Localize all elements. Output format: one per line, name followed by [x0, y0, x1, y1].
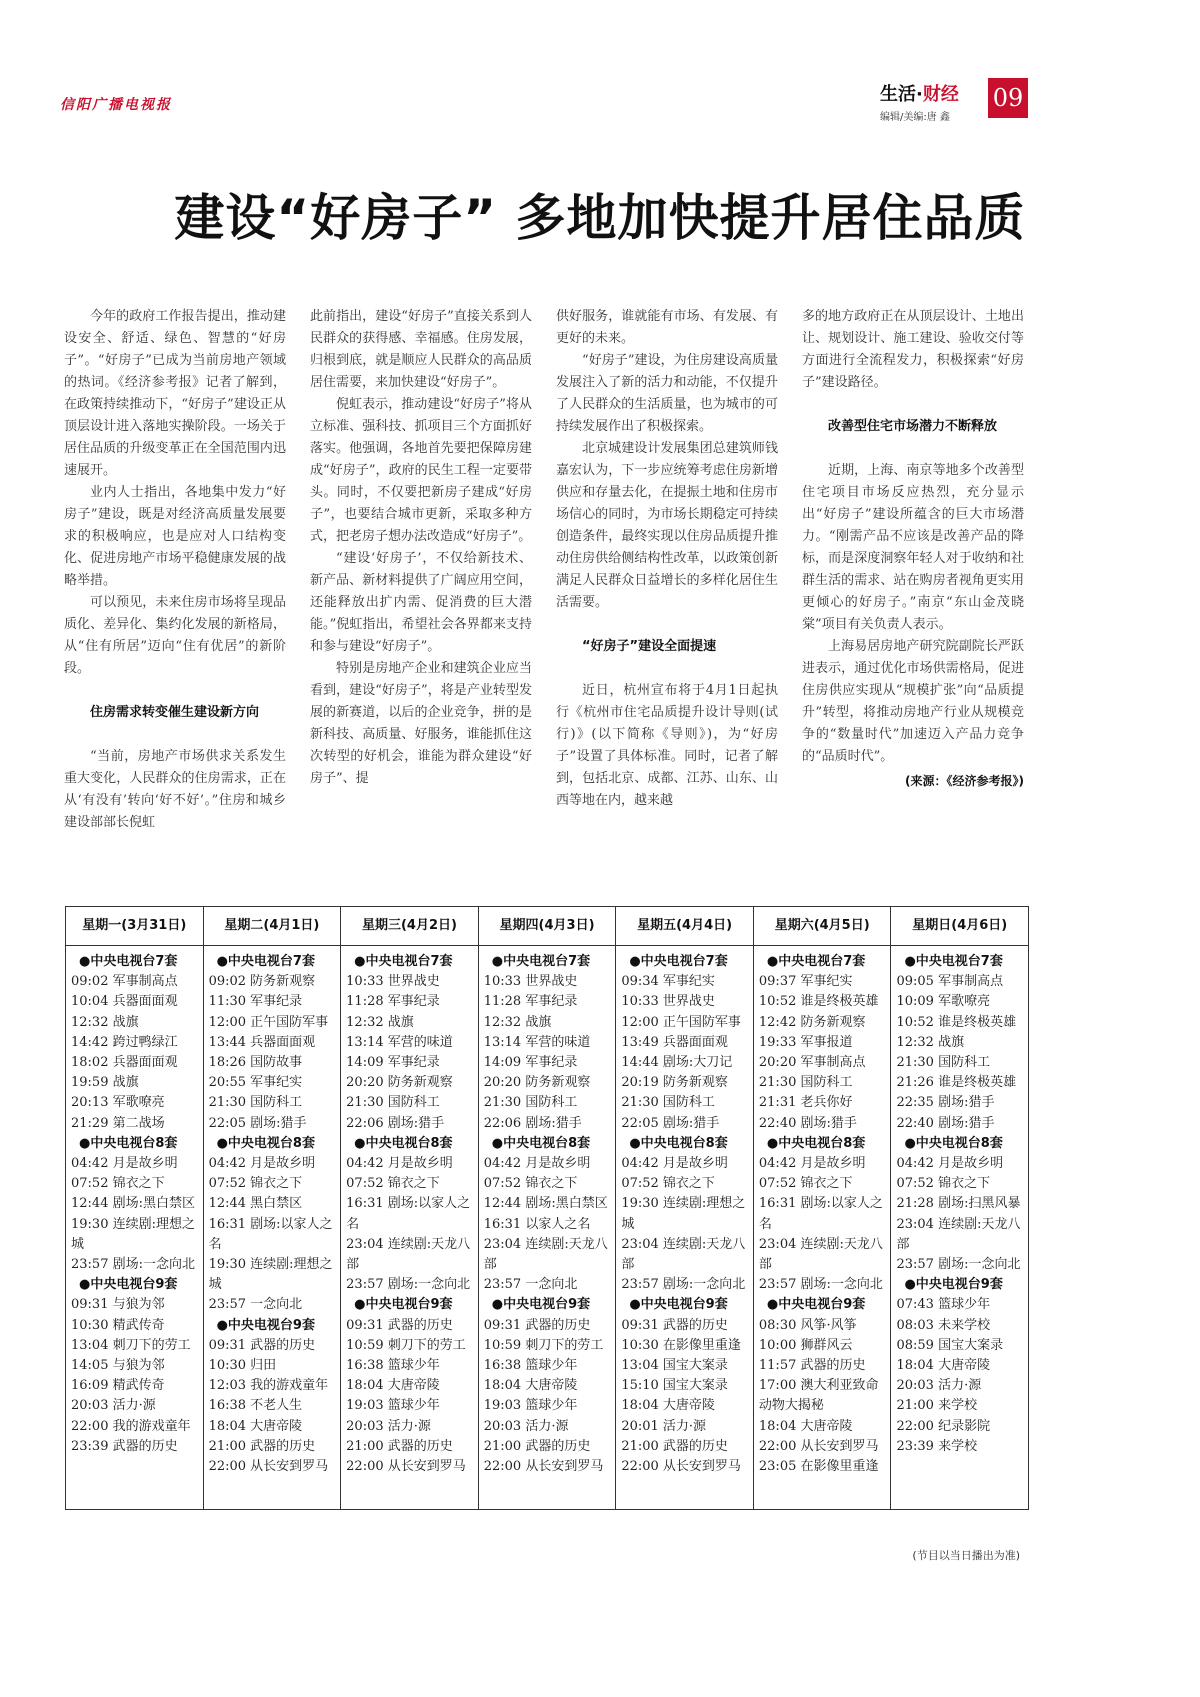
program-item: 09:31 与狼为邻 [71, 1297, 165, 1313]
article-paragraph: 特别是房地产企业和建筑企业应当看到，建设“好房子”，将是产业转型发展的新赛道，以后的企业竞争，拼的是新科技、高质量、好服务，谁能抓住这次转型的好机会，谁能为群众建设“好房子”、提 [310, 661, 532, 786]
program-item: 23:04 连续剧:天龙八部 [758, 1236, 883, 1273]
article-paragraph: 上海易居房地产研究院副院长严跃进表示，通过优化市场供需格局，促进住房供应实现从“规模扩张”向“品质提升”转型，将推动房地产行业从规模竞争的“数量时代”加速迈入产品力竞争的“品质时代”。 [802, 639, 1024, 764]
program-item: 12:44 剧场:黑白禁区 [483, 1196, 608, 1212]
channel-name: ●中央电视台7套 [904, 954, 1003, 969]
program-item: 17:00 澳大利亚致命动物大揭秘 [758, 1378, 879, 1414]
channel-name: ●中央电视台8套 [216, 1135, 315, 1151]
article-paragraph: 此前指出，建设“好房子”直接关系到人民群众的获得感、幸福感。住房发展，归根到底，就是顺应人民群众的高品质居住需要，来加快建设“好房子”。 [310, 309, 532, 390]
program-item: 23:57 一念向北 [208, 1297, 303, 1313]
section-title-dot: · [916, 84, 923, 105]
program-item: 18:04 大唐帝陵 [208, 1418, 303, 1434]
program-item: 18:04 大唐帝陵 [896, 1358, 991, 1374]
article-column-1 [64, 306, 286, 866]
article-paragraph: “好房子”建设，为住房建设高质量发展注入了新的活力和动能，不仅提升了人民群众的生活质量，也为城市的可持续发展作出了积极探索。 [556, 353, 778, 434]
program-item: 18:04 大唐帝陵 [621, 1398, 715, 1414]
section-title-b: 财经 [922, 84, 959, 105]
channel-name: ●中央电视台8套 [766, 1135, 866, 1151]
article-source: (来源：《经济参考报》) [905, 774, 1024, 788]
schedule-day-header: 星期日(4月6日) [891, 907, 1028, 946]
program-item: 21:30 国防科工 [621, 1095, 715, 1111]
program-item: 10:59 刺刀下的劳工 [483, 1337, 604, 1353]
program-item: 18:04 大唐帝陵 [758, 1418, 853, 1434]
program-item: 22:06 剧场:猎手 [483, 1115, 582, 1131]
program-item: 23:04 连续剧:天龙八部 [346, 1236, 471, 1273]
program-item: 18:26 国防故事 [208, 1055, 303, 1071]
program-item: 09:05 军事制高点 [896, 974, 1004, 990]
program-item: 20:01 活力·源 [621, 1418, 707, 1434]
program-item: 09:02 防务新观察 [208, 974, 316, 990]
program-item: 13:14 军营的味道 [483, 1034, 591, 1050]
program-item: 21:30 国防科工 [896, 1055, 991, 1071]
program-item: 23:04 连续剧:天龙八部 [483, 1236, 608, 1273]
page-number: 09 [988, 78, 1028, 118]
program-item: 16:31 剧场:以家人之名 [208, 1216, 333, 1252]
program-item: 19:30 连续剧:理想之城 [208, 1257, 333, 1293]
channel-name: ●中央电视台9套 [629, 1297, 728, 1313]
program-item: 23:57 剧场:一念向北 [346, 1277, 471, 1293]
channel-name: ●中央电视台8套 [354, 1135, 453, 1151]
schedule-day-body [616, 946, 753, 1477]
program-item: 16:38 篮球少年 [346, 1358, 440, 1374]
program-item: 22:00 从长安到罗马 [346, 1459, 466, 1475]
program-item: 12:32 战旗 [71, 1014, 139, 1030]
program-item: 22:00 纪录影院 [896, 1418, 991, 1434]
program-item: 10:30 在影像里重逢 [621, 1337, 741, 1353]
program-item: 22:35 剧场:猎手 [896, 1095, 995, 1111]
tv-schedule-table [65, 906, 1029, 1510]
program-item: 11:30 军事纪录 [208, 994, 303, 1010]
channel-name: ●中央电视台9套 [491, 1297, 591, 1313]
program-item: 23:04 连续剧:天龙八部 [896, 1216, 1021, 1252]
schedule-day-column [891, 907, 1028, 1509]
program-item: 07:43 篮球少年 [896, 1297, 991, 1313]
program-item: 23:04 连续剧:天龙八部 [621, 1236, 746, 1273]
schedule-day-body [891, 946, 1028, 1457]
program-item: 23:57 剧场:一念向北 [758, 1277, 883, 1293]
article-paragraph: 业内人士指出，各地集中发力“好房子”建设，既是对经济高质量发展要求的积极响应，也是应对人口结构变化、促进房地产市场平稳健康发展的战略举措。 [64, 485, 286, 588]
schedule-day-column [341, 907, 479, 1509]
channel-name: ●中央电视台8套 [629, 1135, 728, 1151]
channel-name: ●中央电视台8套 [491, 1135, 591, 1151]
program-item: 07:52 锦衣之下 [621, 1176, 715, 1192]
article-paragraph: “建设‘好房子’，不仅给新技术、新产品、新材料提供了广阔应用空间，还能释放出扩内需、促消费的巨大潜能。”倪虹指出，希望社会各界都来支持和参与建设“好房子”。 [310, 551, 532, 654]
program-item: 22:40 剧场:猎手 [896, 1115, 995, 1131]
section-editor: 编辑/美编:唐 鑫 [880, 112, 950, 123]
program-item: 16:31 剧场:以家人之名 [346, 1196, 471, 1232]
schedule-day-column [66, 907, 204, 1509]
program-item: 12:00 正午国防军事 [208, 1014, 329, 1030]
schedule-day-body [754, 946, 891, 1477]
program-item: 21:28 剧场:扫黑风暴 [896, 1196, 1021, 1212]
channel-name: ●中央电视台9套 [79, 1277, 178, 1293]
schedule-day-header: 星期一(3月31日) [66, 907, 203, 946]
program-item: 04:42 月是故乡明 [346, 1156, 453, 1172]
program-item: 04:42 月是故乡明 [483, 1156, 591, 1172]
program-item: 23:05 在影像里重逢 [758, 1459, 879, 1475]
section-title-a: 生活 [880, 84, 916, 105]
program-item: 14:44 剧场:大刀记 [621, 1055, 733, 1071]
program-item: 22:00 从长安到罗马 [621, 1459, 741, 1475]
program-item: 09:34 军事纪实 [621, 974, 715, 990]
program-item: 22:00 从长安到罗马 [758, 1438, 879, 1454]
channel-name: ●中央电视台9套 [904, 1277, 1003, 1293]
program-item: 21:30 国防科工 [758, 1075, 853, 1091]
program-item: 10:30 精武传奇 [71, 1317, 165, 1333]
channel-name: ●中央电视台9套 [354, 1297, 453, 1313]
program-item: 11:57 武器的历史 [758, 1358, 866, 1374]
program-item: 09:31 武器的历史 [208, 1337, 316, 1353]
program-item: 14:05 与狼为邻 [71, 1358, 165, 1374]
program-item: 22:40 剧场:猎手 [758, 1115, 857, 1131]
article-subheading: 改善型住宅市场潜力不断释放 [828, 419, 998, 434]
program-item: 10:33 世界战史 [346, 974, 440, 990]
program-item: 16:38 篮球少年 [483, 1358, 578, 1374]
program-item: 20:03 活力·源 [483, 1418, 569, 1434]
program-item: 23:39 来学校 [896, 1438, 978, 1454]
article-paragraph: 倪虹表示，推动建设“好房子”将从立标准、强科技、抓项目三个方面抓好落实。他强调，各地首先要把保障房建成“好房子”，政府的民生工程一定要带头。同时，不仅要把新房子建成“好房子”，也要结合城市更新，采取多种方式，把老房子想办法改造成“好房子”。 [310, 397, 532, 544]
program-item: 09:31 武器的历史 [621, 1317, 728, 1333]
program-item: 14:09 军事纪录 [346, 1055, 440, 1071]
schedule-day-body [204, 946, 341, 1477]
schedule-day-column [754, 907, 892, 1509]
section-title [880, 80, 959, 106]
article-body [64, 306, 1024, 866]
masthead: 信阳广播电视报 [60, 97, 172, 113]
program-item: 19:03 篮球少年 [483, 1398, 578, 1414]
program-item: 07:52 锦衣之下 [483, 1176, 578, 1192]
program-item: 04:42 月是故乡明 [208, 1156, 316, 1172]
program-item: 16:31 剧场:以家人之名 [758, 1196, 883, 1232]
article-paragraph: 多的地方政府正在从顶层设计、土地出让、规划设计、施工建设、验收交付等方面进行全流程发力，积极探索“好房子”建设路径。 [802, 309, 1024, 390]
schedule-day-header: 星期三(4月2日) [341, 907, 478, 946]
article-paragraph: 近期，上海、南京等地多个改善型住宅项目市场反应热烈，充分显示出“好房子”建设所蕴含的巨大市场潜力。“刚需产品不应该是改善产品的降标，而是深度洞察年轻人对于收纳和社群生活的需求、站在购房者视角更实用更倾心的好房子。”南京“东山金茂晓棠”项目有关负责人表示。 [802, 463, 1024, 632]
program-item: 20:03 活力·源 [346, 1418, 431, 1434]
program-item: 19:59 战旗 [71, 1075, 139, 1091]
program-item: 12:32 战旗 [346, 1014, 414, 1030]
article-column-3 [556, 306, 778, 866]
article-paragraph: 北京城建设计发展集团总建筑师钱嘉宏认为，下一步应统筹考虑住房新增供应和存量去化，在提振土地和住房市场信心的同时，为市场长期稳定可持续创造条件，最终实现以住房品质提升推动住房供给侧结构性改革，以政策创新满足人民群众日益增长的多样化居住生活需要。 [556, 441, 778, 610]
program-item: 18:04 大唐帝陵 [483, 1378, 578, 1394]
program-item: 10:33 世界战史 [483, 974, 578, 990]
program-item: 20:20 防务新观察 [483, 1075, 591, 1091]
schedule-day-header: 星期六(4月5日) [754, 907, 891, 946]
program-item: 20:55 军事纪实 [208, 1075, 303, 1091]
program-item: 21:30 国防科工 [483, 1095, 578, 1111]
program-item: 15:10 国宝大案录 [621, 1378, 728, 1394]
program-item: 18:04 大唐帝陵 [346, 1378, 440, 1394]
article-paragraph: 今年的政府工作报告提出，推动建设安全、舒适、绿色、智慧的“好房子”。“好房子”已成为当前房地产领域的热词。《经济参考报》记者了解到，在政策持续推动下，“好房子”建设正从顶层设计进入落地实操阶段。一场关于居住品质的升级变革正在全国范围内迅速展开。 [64, 309, 286, 478]
program-item: 22:05 剧场:猎手 [208, 1115, 307, 1131]
program-item: 23:39 武器的历史 [71, 1438, 178, 1454]
schedule-day-body [341, 946, 478, 1477]
program-item: 16:38 不老人生 [208, 1398, 303, 1414]
program-item: 04:42 月是故乡明 [71, 1156, 178, 1172]
channel-name: ●中央电视台7套 [491, 954, 591, 969]
article-column-4 [802, 306, 1024, 866]
program-item: 12:44 黑白禁区 [208, 1196, 303, 1212]
program-item: 13:04 国宝大案录 [621, 1358, 728, 1374]
program-item: 07:52 锦衣之下 [758, 1176, 853, 1192]
program-item: 23:57 剧场:一念向北 [621, 1277, 746, 1293]
schedule-day-header: 星期四(4月3日) [479, 907, 616, 946]
program-item: 22:00 从长安到罗马 [208, 1459, 329, 1475]
program-item: 10:30 归田 [208, 1358, 277, 1374]
program-item: 13:49 兵器面面观 [621, 1034, 728, 1050]
program-item: 10:04 兵器面面观 [71, 994, 178, 1010]
program-item: 16:31 以家人之名 [483, 1216, 591, 1232]
channel-name: ●中央电视台8套 [79, 1135, 178, 1151]
program-item: 12:32 战旗 [483, 1014, 552, 1030]
channel-name: ●中央电视台8套 [904, 1135, 1003, 1151]
channel-name: ●中央电视台7套 [354, 954, 453, 969]
program-item: 23:57 一念向北 [483, 1277, 578, 1293]
program-item: 08:30 风筝·风筝 [758, 1317, 857, 1333]
program-item: 20:03 活力·源 [896, 1378, 982, 1394]
channel-name: ●中央电视台7套 [79, 954, 178, 969]
program-item: 11:28 军事纪录 [483, 994, 578, 1010]
program-item: 21:30 国防科工 [346, 1095, 440, 1111]
program-item: 10:00 狮群风云 [758, 1337, 853, 1353]
program-item: 12:32 战旗 [896, 1034, 965, 1050]
program-item: 04:42 月是故乡明 [896, 1156, 1004, 1172]
program-item: 04:42 月是故乡明 [758, 1156, 866, 1172]
program-item: 07:52 锦衣之下 [71, 1176, 165, 1192]
program-item: 13:04 刺刀下的劳工 [71, 1337, 191, 1353]
channel-name: ●中央电视台7套 [766, 954, 866, 969]
article-subheading: “好房子”建设全面提速 [582, 639, 717, 654]
schedule-day-column [479, 907, 617, 1509]
program-item: 21:00 武器的历史 [483, 1438, 591, 1454]
channel-name: ●中央电视台7套 [216, 954, 315, 969]
program-item: 21:29 第二战场 [71, 1115, 165, 1131]
program-item: 18:02 兵器面面观 [71, 1055, 178, 1071]
program-item: 19:03 篮球少年 [346, 1398, 440, 1414]
program-item: 11:28 军事纪录 [346, 994, 440, 1010]
program-item: 10:09 军歌嘹亮 [896, 994, 991, 1010]
program-item: 10:52 谁是终极英雄 [758, 994, 879, 1010]
program-item: 22:06 剧场:猎手 [346, 1115, 445, 1131]
schedule-day-column [616, 907, 754, 1509]
program-item: 09:31 武器的历史 [483, 1317, 591, 1333]
program-item: 22:00 从长安到罗马 [483, 1459, 604, 1475]
program-item: 22:00 我的游戏童年 [71, 1418, 191, 1434]
channel-name: ●中央电视台9套 [766, 1297, 866, 1313]
program-item: 09:02 军事制高点 [71, 974, 178, 990]
program-item: 16:09 精武传奇 [71, 1378, 165, 1394]
section-header [880, 80, 959, 123]
article-paragraph: 近日，杭州宣布将于4月1日起执行《杭州市住宅品质提升设计导则(试行)》(以下简称《导则》)，为“好房子”设置了具体标准。同时，记者了解到，包括北京、成都、江苏、山东、山西等地在内，越来越 [556, 683, 778, 808]
program-item: 07:52 锦衣之下 [208, 1176, 303, 1192]
program-item: 13:44 兵器面面观 [208, 1034, 316, 1050]
program-item: 22:05 剧场:猎手 [621, 1115, 720, 1131]
program-item: 20:20 军事制高点 [758, 1055, 866, 1071]
program-item: 08:59 国宝大案录 [896, 1337, 1004, 1353]
program-item: 09:37 军事纪实 [758, 974, 853, 990]
schedule-day-body [479, 946, 616, 1477]
program-item: 09:31 武器的历史 [346, 1317, 453, 1333]
program-item: 10:33 世界战史 [621, 994, 715, 1010]
program-item: 12:00 正午国防军事 [621, 1014, 741, 1030]
program-item: 21:31 老兵你好 [758, 1095, 853, 1111]
article-paragraph: “当前，房地产市场供求关系发生重大变化，人民群众的住房需求，正在从‘有没有’转向‘好不好’。”住房和城乡建设部部长倪虹 [64, 749, 286, 830]
program-item: 20:20 防务新观察 [346, 1075, 453, 1091]
program-item: 14:09 军事纪录 [483, 1055, 578, 1071]
schedule-day-header: 星期五(4月4日) [616, 907, 753, 946]
schedule-day-body [66, 946, 203, 1457]
program-item: 20:19 防务新观察 [621, 1075, 728, 1091]
program-item: 19:30 连续剧:理想之城 [621, 1196, 746, 1232]
article-paragraph: 供好服务，谁就能有市场、有发展、有更好的未来。 [556, 309, 778, 346]
program-item: 20:03 活力·源 [71, 1398, 156, 1414]
program-item: 19:30 连续剧:理想之城 [71, 1216, 195, 1252]
page-headline: 建设“好房子” 多地加快提升居住品质 [174, 189, 1026, 247]
program-item: 07:52 锦衣之下 [896, 1176, 991, 1192]
article-paragraph: 可以预见，未来住房市场将呈现品质化、差异化、集约化发展的新格局，从“住有所居”迈向“住有优居”的新阶段。 [64, 595, 286, 676]
schedule-note: (节目以当日播出为准) [912, 1549, 1020, 1562]
program-item: 19:33 军事报道 [758, 1034, 853, 1050]
channel-name: ●中央电视台9套 [216, 1317, 315, 1333]
program-item: 20:13 军歌嘹亮 [71, 1095, 165, 1111]
program-item: 12:44 剧场:黑白禁区 [71, 1196, 195, 1212]
program-item: 10:59 刺刀下的劳工 [346, 1337, 466, 1353]
program-item: 13:14 军营的味道 [346, 1034, 453, 1050]
article-column-2 [310, 306, 532, 866]
program-item: 10:52 谁是终极英雄 [896, 1014, 1017, 1030]
program-item: 21:30 国防科工 [208, 1095, 303, 1111]
program-item: 23:57 剧场:一念向北 [71, 1257, 195, 1273]
program-item: 12:03 我的游戏童年 [208, 1378, 329, 1394]
program-item: 21:00 武器的历史 [346, 1438, 453, 1454]
schedule-day-column [204, 907, 342, 1509]
program-item: 21:00 武器的历史 [208, 1438, 316, 1454]
program-item: 08:03 未来学校 [896, 1317, 991, 1333]
channel-name: ●中央电视台7套 [629, 954, 728, 969]
program-item: 21:26 谁是终极英雄 [896, 1075, 1017, 1091]
schedule-day-header: 星期二(4月1日) [204, 907, 341, 946]
article-subheading: 住房需求转变催生建设新方向 [90, 705, 260, 720]
program-item: 14:42 跨过鸭绿江 [71, 1034, 178, 1050]
program-item: 07:52 锦衣之下 [346, 1176, 440, 1192]
program-item: 04:42 月是故乡明 [621, 1156, 728, 1172]
program-item: 21:00 武器的历史 [621, 1438, 728, 1454]
program-item: 23:57 剧场:一念向北 [896, 1257, 1021, 1273]
program-item: 12:42 防务新观察 [758, 1014, 866, 1030]
program-item: 21:00 来学校 [896, 1398, 978, 1414]
